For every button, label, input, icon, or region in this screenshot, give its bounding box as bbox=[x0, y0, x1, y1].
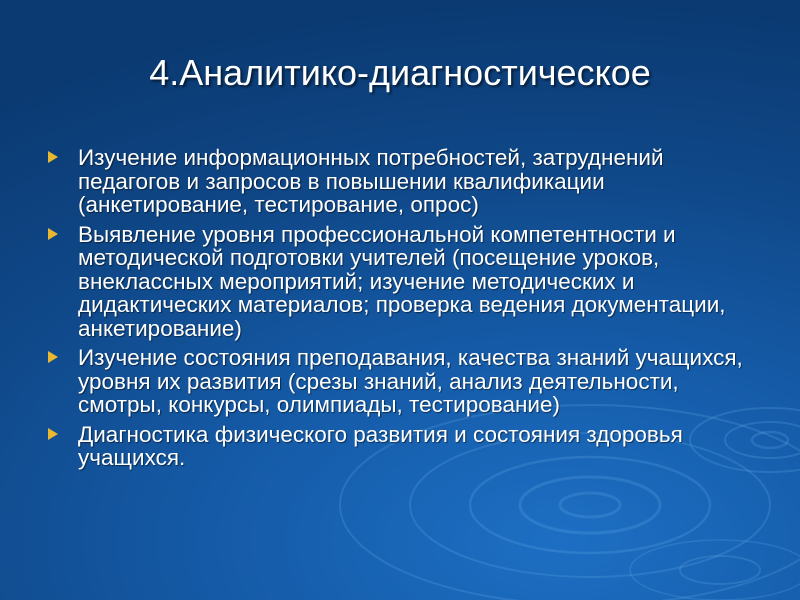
triangle-bullet-icon bbox=[48, 228, 58, 240]
triangle-bullet-icon bbox=[48, 151, 58, 163]
bullet-list bbox=[46, 146, 761, 476]
bullet-item-4 bbox=[46, 423, 761, 470]
bullet-text: Выявление уровня профессиональной компетентности и методической подготовки учителей (посещение уроков, внеклассных мероприятий; изучение методических и дидактических материалов; проверка ведения документации, анкетирование) bbox=[78, 221, 726, 341]
bullet-item-3 bbox=[46, 346, 761, 417]
bullet-item-1 bbox=[46, 146, 761, 217]
triangle-bullet-icon bbox=[48, 351, 58, 363]
bullet-text: Изучение состояния преподавания, качества знаний учащихся, уровня их развития (срезы знаний, анализ деятельности, смотры, конкурсы, олимпиады, тестирование) bbox=[78, 345, 743, 417]
bullet-item-2 bbox=[46, 223, 761, 341]
triangle-bullet-icon bbox=[48, 428, 58, 440]
bullet-text: Диагностика физического развития и состояния здоровья учащихся. bbox=[78, 421, 683, 470]
slide-title: 4.Аналитико-диагностическое bbox=[149, 52, 651, 93]
bullet-text: Изучение информационных потребностей, затруднений педагогов и запросов в повышении квалификации (анкетирование, тестирование, опрос) bbox=[78, 145, 664, 217]
